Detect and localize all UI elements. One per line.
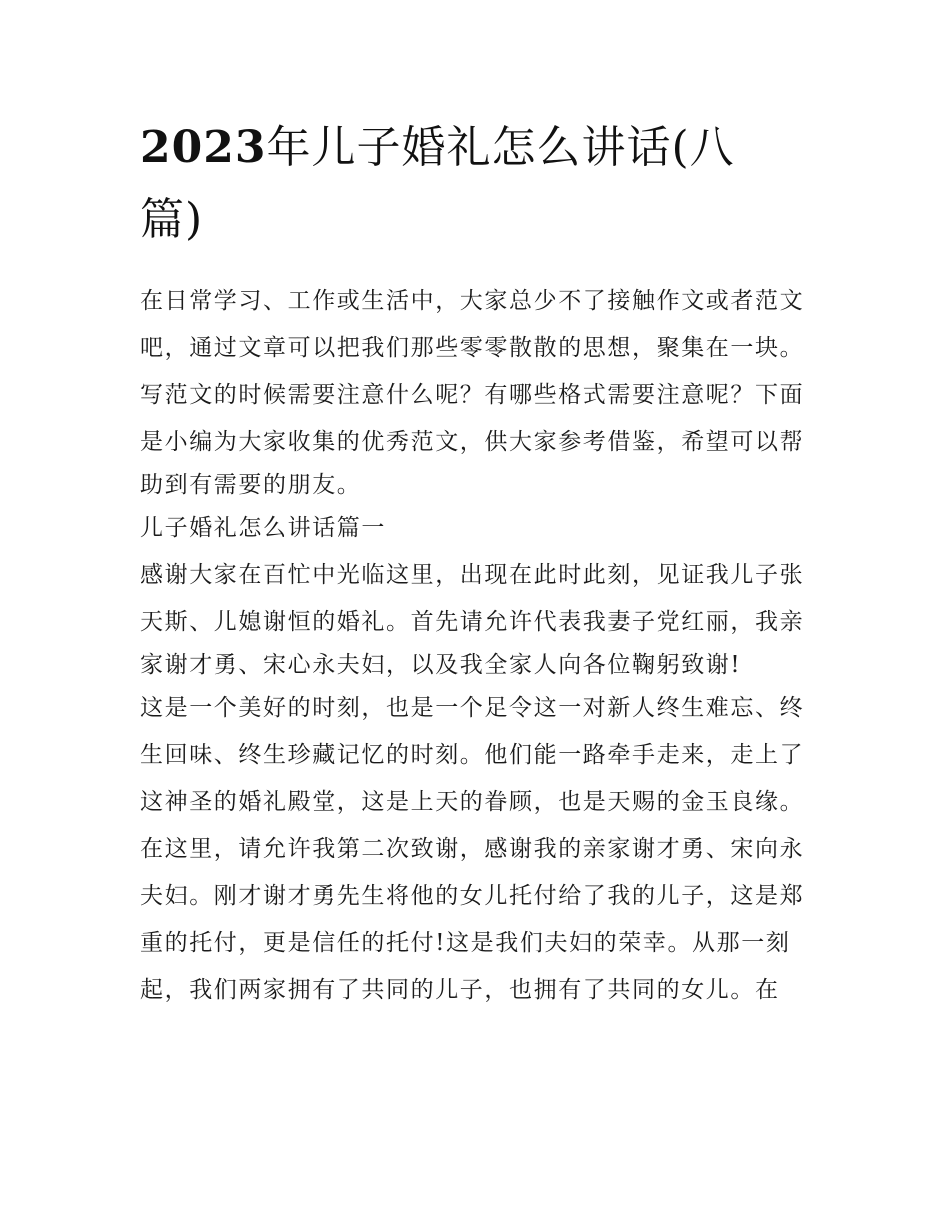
section-line: 生回味、终生珍藏记忆的时刻。他们能一路牵手走来，走上了	[140, 742, 805, 768]
section-line: 在这里，请允许我第二次致谢，感谢我的亲家谢才勇、宋向永	[140, 836, 805, 862]
section-heading: 儿子婚礼怎么讲话篇一	[140, 515, 386, 541]
intro-line: 在日常学习、工作或生活中，大家总少不了接触作文或者范文	[140, 288, 805, 314]
document-body	[140, 278, 815, 1014]
document-title	[140, 112, 820, 256]
intro-line: 助到有需要的朋友。	[140, 472, 362, 498]
section-line: 这是一个美好的时刻，也是一个足令这一对新人终生难忘、终	[140, 695, 805, 721]
section-line: 起，我们两家拥有了共同的儿子，也拥有了共同的女儿。在	[140, 977, 780, 1003]
section-line: 感谢大家在百忙中光临这里，出现在此时此刻，见证我儿子张	[140, 562, 805, 588]
intro-line: 写范文的时候需要注意什么呢？有哪些格式需要注意呢？下面	[140, 382, 805, 408]
title-text-line2: 篇)	[140, 194, 204, 245]
section-line: 夫妇。刚才谢才勇先生将他的女儿托付给了我的儿子，这是郑	[140, 883, 805, 909]
section-line: 天斯、儿媳谢恒的婚礼。首先请允许代表我妻子党红丽，我亲	[140, 609, 805, 635]
section-line: 家谢才勇、宋心永夫妇，以及我全家人向各位鞠躬致谢!	[140, 652, 742, 678]
title-year: 2023	[140, 122, 267, 173]
intro-line: 是小编为大家收集的优秀范文，供大家参考借鉴，希望可以帮	[140, 429, 805, 455]
section-line: 重的托付，更是信任的托付!这是我们夫妇的荣幸。从那一刻	[140, 930, 791, 956]
section-line: 这神圣的婚礼殿堂，这是上天的眷顾，也是天赐的金玉良缘。	[140, 789, 805, 815]
intro-line: 吧，通过文章可以把我们那些零零散散的思想，聚集在一块。	[140, 335, 805, 361]
title-text-line1: 年儿子婚礼怎么讲话(八	[266, 122, 735, 173]
